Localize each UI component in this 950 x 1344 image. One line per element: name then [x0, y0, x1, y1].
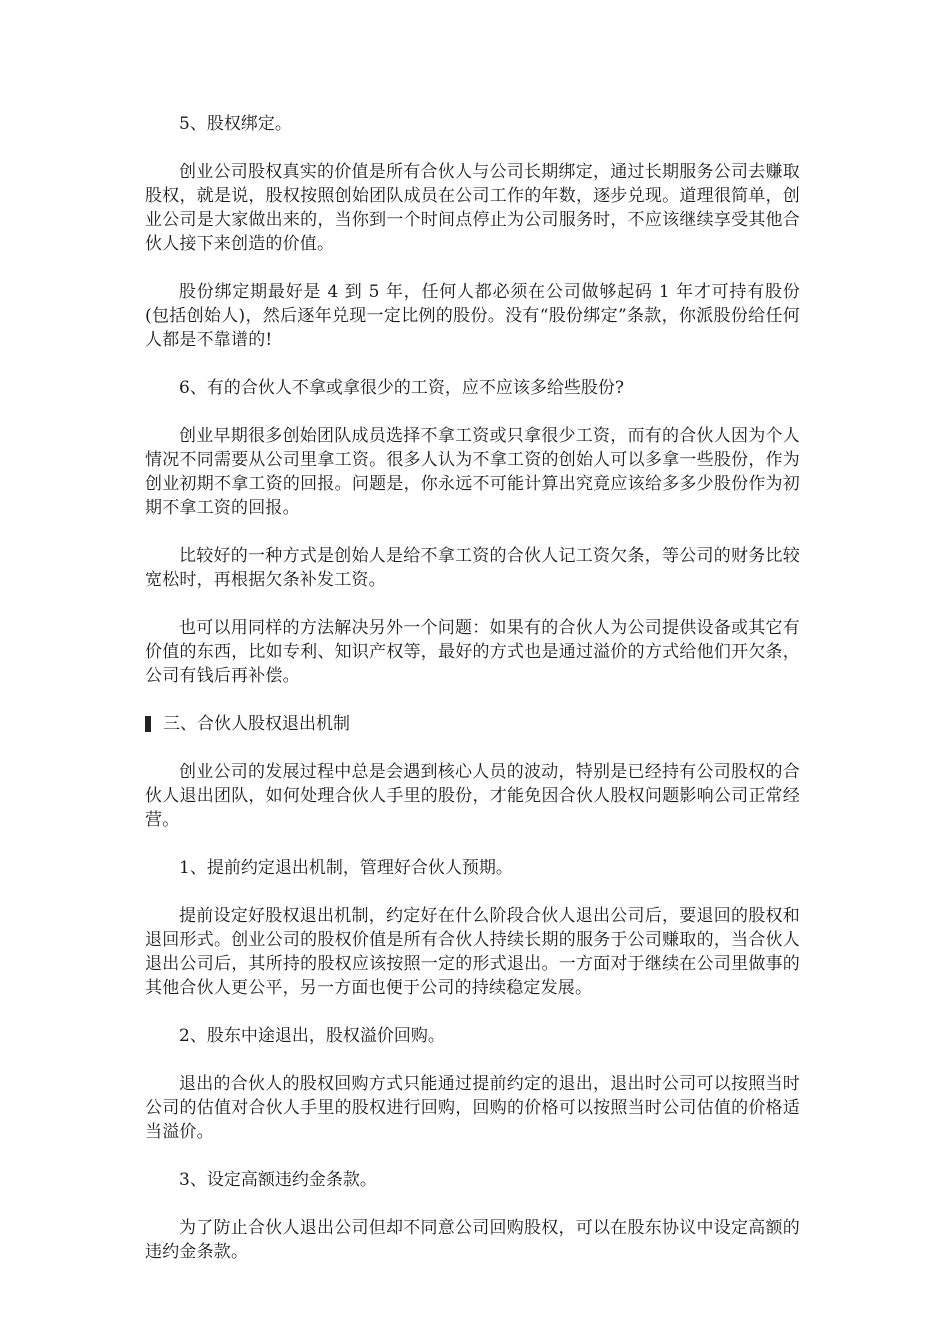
paragraph-salary-iou: 比较好的一种方式是创始人是给不拿工资的合伙人记工资欠条，等公司的财务比较宽松时，再根据欠条补发工资。	[145, 546, 800, 590]
paragraph-penalty-clause: 为了防止合伙人退出公司但却不同意公司回购股权，可以在股东协议中设定高额的违约金条款。	[145, 1218, 800, 1262]
section-bar-icon	[145, 716, 151, 732]
paragraph-buyback: 退出的合伙人的股权回购方式只能通过提前约定的退出，退出时公司可以按照当时公司的估值对合伙人手里的股权进行回购，回购的价格可以按照当时公司估值的价格适当溢价。	[145, 1074, 800, 1142]
section-heading-3	[145, 712, 800, 736]
document-page	[145, 112, 800, 1264]
subheading-1: 1、提前约定退出机制，管理好合伙人预期。	[179, 858, 513, 878]
subheading-5: 5、股权绑定。	[179, 114, 292, 134]
paragraph-core-staff-changes: 创业公司的发展过程中总是会遇到核心人员的波动，特别是已经持有公司股权的合伙人退出团队，如何处理合伙人手里的股份，才能免因合伙人股权问题影响公司正常经营。	[145, 762, 800, 830]
paragraph-equipment-iou: 也可以用同样的方法解决另外一个问题：如果有的合伙人为公司提供设备或其它有价值的东西，比如专利、知识产权等，最好的方式也是通过溢价的方式给他们开欠条，公司有钱后再补偿。	[145, 618, 800, 686]
subheading-6: 6、有的合伙人不拿或拿很少的工资，应不应该多给些股份?	[179, 378, 624, 398]
paragraph-equity-vesting-value: 创业公司股权真实的价值是所有合伙人与公司长期绑定，通过长期服务公司去赚取股权，就是说，股权按照创始团队成员在公司工作的年数，逐步兑现。道理很简单，创业公司是大家做出来的，当你到一个时间点停止为公司服务时，不应该继续享受其他合伙人接下来创造的价值。	[145, 162, 800, 254]
paragraph-vesting-period: 股份绑定期最好是 4 到 5 年，任何人都必须在公司做够起码 1 年才可持有股份(包括创始人)，然后逐年兑现一定比例的股份。没有“股份绑定”条款，你派股份给任何人都是不靠谱的!	[145, 282, 800, 350]
section-heading-label: 三、合伙人股权退出机制	[163, 714, 350, 734]
subheading-3: 3、设定高额违约金条款。	[179, 1170, 377, 1190]
paragraph-no-salary-founders: 创业早期很多创始团队成员选择不拿工资或只拿很少工资，而有的合伙人因为个人情况不同需要从公司里拿工资。很多人认为不拿工资的创始人可以多拿一些股份，作为创业初期不拿工资的回报。问题是，你永远不可能计算出究竟应该给多多少股份作为初期不拿工资的回报。	[145, 426, 800, 518]
paragraph-exit-mechanism: 提前设定好股权退出机制，约定好在什么阶段合伙人退出公司后，要退回的股权和退回形式。创业公司的股权价值是所有合伙人持续长期的服务于公司赚取的，当合伙人退出公司后，其所持的股权应该按照一定的形式退出。一方面对于继续在公司里做事的其他合伙人更公平，另一方面也便于公司的持续稳定发展。	[145, 906, 800, 998]
subheading-2: 2、股东中途退出，股权溢价回购。	[179, 1026, 445, 1046]
